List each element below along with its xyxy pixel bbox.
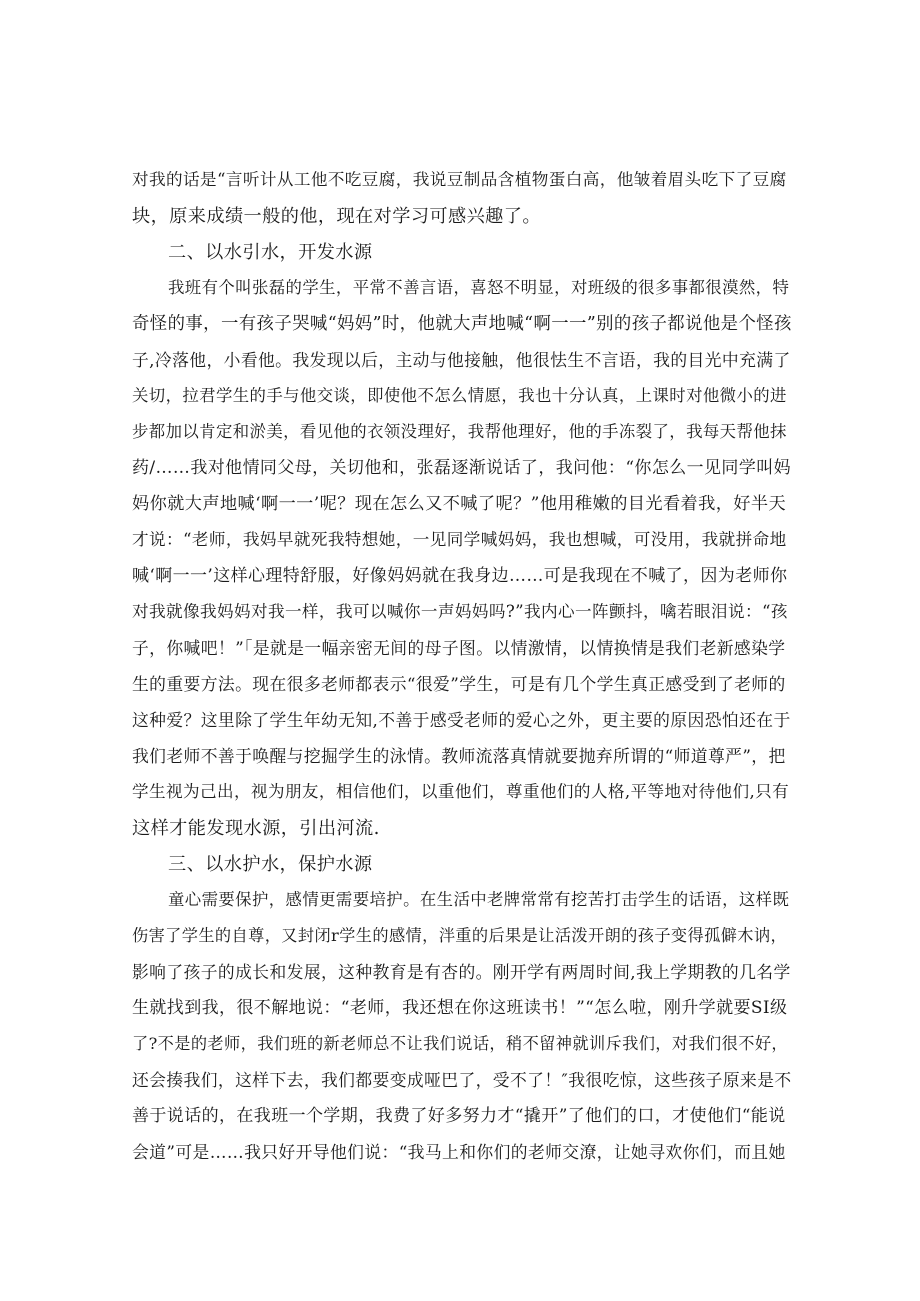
paragraph-line: 药/……我对他情同父母，关切他和，张磊逐渐说话了，我问他：“你怎么一见同学叫妈 (132, 458, 792, 478)
paragraph-line: 伤害了学生的自尊，又封闭r学生的感情，泮重的后果是让活泼开朗的孩子变得孤僻木讷， (132, 926, 788, 945)
paragraph-line: 关切，拉君学生的手与他交谈，即使他不怎么情愿，我也十分认真，上课时对他微小的进 (132, 386, 787, 405)
paragraph-line: 还会揍我们，这样下去，我们都要变成哑巴了，受不了！″我很吃惊，这些孩子原来是不 (132, 1070, 792, 1090)
section-heading: 三、以水护水，保护水源 (168, 854, 373, 875)
paragraph-line: 学生视为己出，视为朋友，相信他们，以重他们，尊重他们的人格,平等地对待他们,只有 (132, 782, 790, 801)
paragraph-line: 子，你喊吧！”「是就是一幅亲密无间的母子图。以情激情，以情换情是我们老新感染学 (132, 638, 786, 658)
paragraph-line: 会道”可是……我只好开导他们说：“我马上和你们的老师交潦，让她寻欢你们，而且她 (132, 1142, 786, 1162)
paragraph-line: 才说：“老师，我妈早就死我特想她，一见同学喊妈妈，我也想喊，可没用，我就拼命地 (132, 530, 787, 549)
paragraph-line: 了?不是的老师，我们班的新老师总不让我们说话，稍不留神就训斥我们，对我们很不好， (132, 1034, 788, 1053)
paragraph-line: 对我的话是“言听计从工他不吃豆腐，我说豆制品含植物蛋白高，他皱着眉头吃下了豆腐 (132, 170, 787, 189)
paragraph-line: 我们老师不善于唤醒与挖掘学生的泳情。教师流落真情就要抛弃所谓的“师道尊严”，把 (132, 746, 786, 766)
paragraph-line: 生的重要方法。现在很多老师都表示“很爱”学生，可是有几个学生真正感受到了老师的 (132, 674, 786, 694)
paragraph-line: 这种爱？这里除了学生年幼无知,不善于感受老师的爱心之外，更主要的原因恐怕还在于 (132, 710, 791, 730)
section-heading: 二、以水引水，开发水源 (168, 242, 373, 263)
paragraph-line: 子,冷落他，小看他。我发现以后，主动与他接触，他很怯生不言语，我的目光中充满了 (132, 350, 791, 370)
paragraph-line: 奇怪的事，一有孩子哭喊“妈妈”时，他就大声地喊“啊一一”别的孩子都说他是个怪孩 (132, 314, 792, 334)
paragraph-line: 童心需要保护，感情更需要培护。在生活中老牌常常有挖苦打击学生的话语，这样既 (168, 890, 790, 909)
paragraph-line: 我班有个叫张磊的学生，平常不善言语，喜怒不明显，对班级的很多事都很漠然，特 (168, 278, 790, 297)
paragraph-line: 喊‘啊一一’这样心理特舒服，好像妈妈就在我身边……可是我现在不喊了，因为老师你 (132, 566, 788, 586)
paragraph-line: 善于说话的，在我班一个学期，我费了好多努力才“撬开”了他们的口，才使他们“能说 (132, 1106, 786, 1126)
paragraph-line: 这样才能发现水源，引出河流. (132, 818, 380, 839)
paragraph-line: 对我就像我妈妈对我一样，我可以喊你一声妈妈吗?”我内心一阵颤抖，噙若眼泪说：“孩 (132, 602, 788, 621)
paragraph-line: 步都加以肯定和淤美，看见他的衣领没理好，我帮他理好，他的手冻裂了，我每天帮他抹 (132, 422, 787, 441)
paragraph-line: 妈你就大声地喊‘啊一一’呢？现在怎么又不喊了呢？”他用稚嫩的目光看着我，好半天 (132, 494, 787, 514)
paragraph-line: 生就找到我，很不解地说：“老师，我还想在你这班读书！”“怎么啦，刚升学就要SI级 (132, 998, 788, 1018)
paragraph-line: 影响了孩子的成长和发展，这种教育是有杏的。刚开学有两周时间,我上学期教的几名学 (132, 962, 791, 982)
paragraph-line: 块，原来成绩一般的他，现在对学习可感兴趣了。 (132, 206, 541, 227)
